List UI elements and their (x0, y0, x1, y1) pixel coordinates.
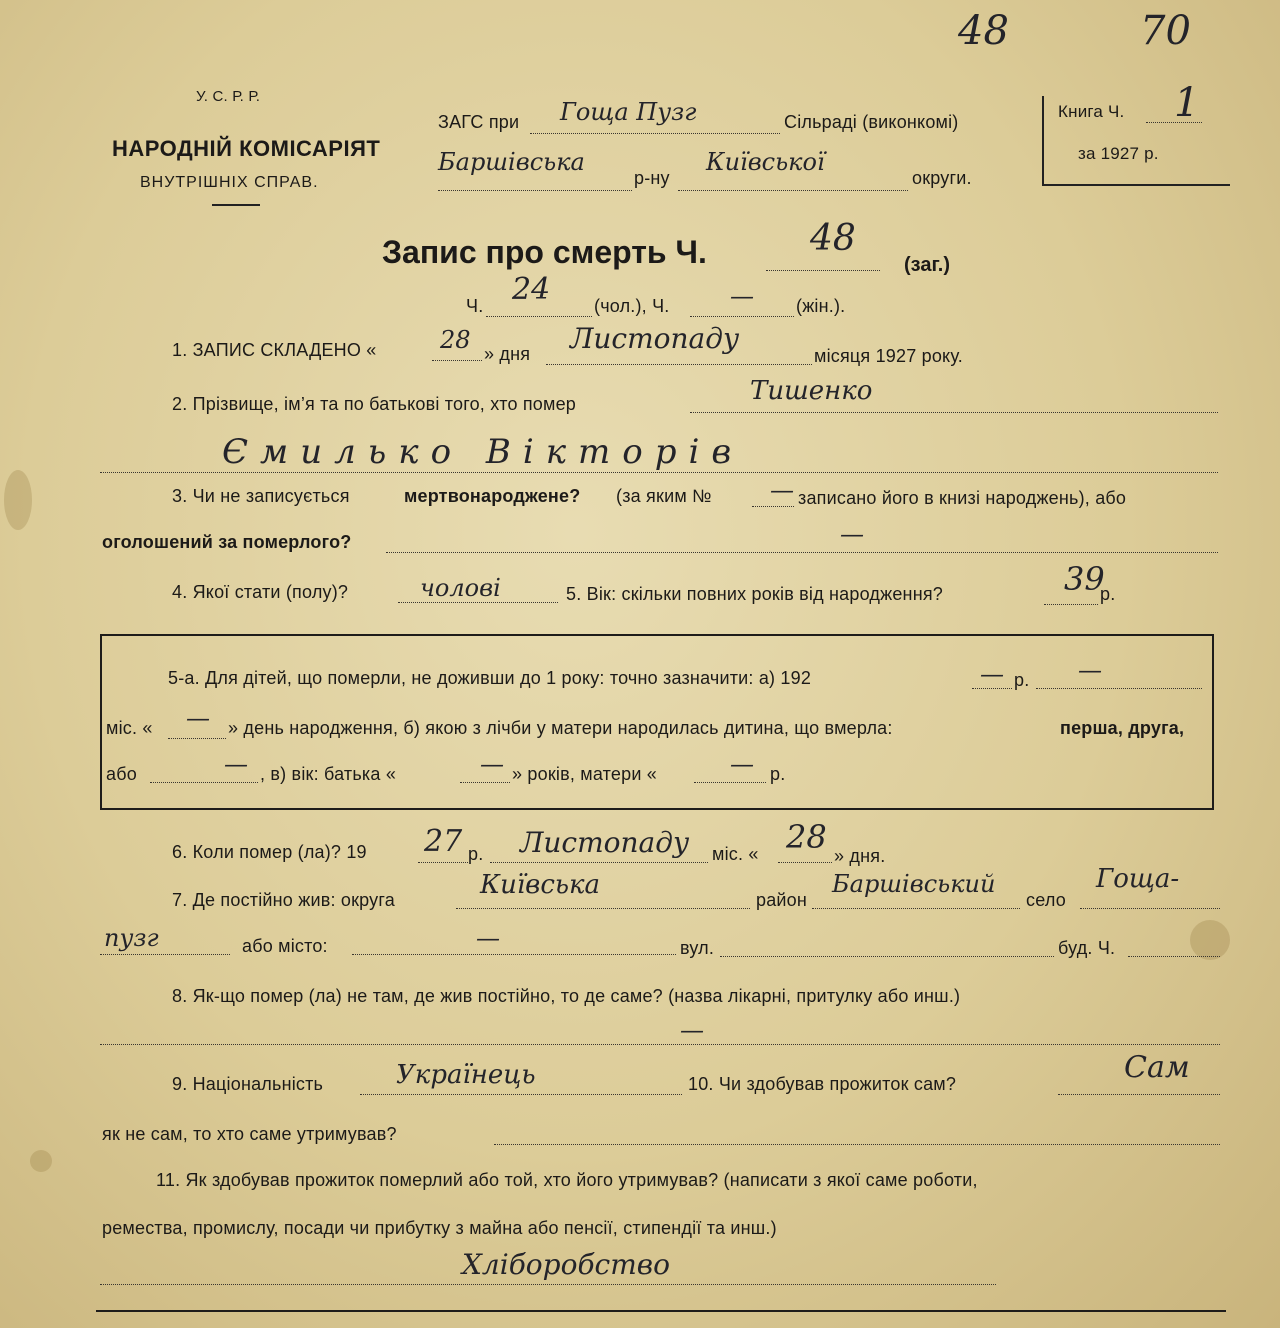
q9-label: 9. Національність (172, 1074, 324, 1094)
q2-surname-value: Тишенко (750, 376, 873, 406)
record-number-value: 48 (810, 218, 856, 259)
paper-stain (1190, 920, 1230, 960)
q8-label: 8. Як-що помер (ла) не там, де жив постійно, то де саме? (назва лікарні, притулку або инш.) (172, 986, 961, 1006)
q6-label: 6. Коли помер (ла)? 19 (172, 842, 367, 862)
q5a-line2-value: — (186, 704, 210, 732)
okruha-line (678, 190, 908, 191)
q5a-line1-dots (972, 688, 1012, 689)
q10-line2 (494, 1144, 1220, 1145)
q5-label: 5. Вік: скільки повних років від народження? (566, 584, 943, 604)
q5a-father-dots (460, 782, 510, 783)
q3-line1-d: записано його в книзі народжень), або (798, 488, 1127, 508)
female-count-line (690, 316, 794, 317)
q11-value: Хліборобство (462, 1248, 670, 1281)
q5a-line3-dots (150, 782, 258, 783)
q6-year-value: 27 (424, 824, 463, 859)
zags-village-line (530, 133, 780, 134)
record-title: Запис про смерть Ч. (382, 234, 707, 270)
q5-unit: р. (1100, 584, 1116, 604)
q5a-line1-dots2 (1036, 688, 1202, 689)
q4-label: 4. Якої стати (полу)? (172, 582, 349, 602)
district-line (438, 190, 632, 191)
q4-value: чолові (420, 574, 501, 602)
q1-day-label: » дня (484, 344, 531, 364)
q7-selo-line2 (100, 954, 230, 955)
zags-prefix: ЗАГС при (438, 112, 520, 132)
q7-selo-label: село (1026, 890, 1066, 910)
q3-line1-b: мертвонароджене? (404, 486, 581, 506)
q5a-mother-value: — (730, 750, 754, 778)
q5a-line3-a: або (106, 764, 137, 784)
q3-line2-a: оголошений за померлого? (102, 532, 352, 552)
q3-line2-line (386, 552, 1218, 553)
q6-dnya: » дня. (834, 846, 886, 866)
zags-suffix: Сільраді (виконкомі) (784, 112, 959, 132)
q10-value: Сам (1124, 1050, 1190, 1085)
q4-line (398, 602, 558, 603)
q3-line1-c: (за яким № (616, 486, 712, 506)
q5a-line3-b: , в) вік: батька « (260, 764, 397, 784)
q2-label: 2. Прізвище, ім’я та по батькові того, хто помер (172, 394, 577, 414)
q5-value: 39 (1064, 560, 1105, 598)
q5a-line2-bold: перша, друга, (1060, 718, 1185, 738)
paper-stain (30, 1150, 52, 1172)
q10-label: 10. Чи здобував прожиток сам? (688, 1074, 957, 1094)
book-year: за 1927 р. (1078, 144, 1159, 163)
record-title-suffix: (заг.) (904, 254, 951, 276)
q6-mis: міс. « (712, 844, 759, 864)
q7-bud-line (1128, 956, 1220, 957)
q6-month-line (490, 862, 708, 863)
commissariat-subtitle: ВНУТРІШНІХ СПРАВ. (140, 174, 319, 191)
q9-value: Українець (396, 1060, 536, 1090)
q7-okruha-value: Київська (480, 870, 601, 900)
q7-misto-line (352, 954, 676, 955)
q8-line (100, 1044, 1220, 1045)
q5a-mother-dots (694, 782, 766, 783)
q2-name-line (100, 472, 1218, 473)
q7-misto-value: — (476, 924, 500, 952)
q2-surname-line (690, 412, 1218, 413)
okruha-label: округи. (912, 168, 972, 188)
q1-rest: місяця 1927 року. (814, 346, 963, 366)
q6-r: р. (468, 844, 484, 864)
q9-line (360, 1094, 682, 1095)
district-label: р-ну (634, 168, 670, 188)
republic-label: У. С. Р. Р. (196, 88, 261, 105)
q11-line (100, 1284, 996, 1285)
q7-label: 7. Де постійно жив: округа (172, 890, 395, 910)
q5a-line3-value: — (224, 750, 248, 778)
female-count-label: (жін.). (796, 296, 846, 316)
q6-day-value: 28 (786, 818, 827, 856)
q7-okruha-line (456, 908, 750, 909)
corner-number-left: 48 (958, 8, 1009, 54)
q5a-line3-c: » років, матери « (512, 764, 657, 784)
q7-raion-label: район (756, 890, 808, 910)
q2-name-value: Ємилько Вікторів (222, 432, 744, 472)
q7-vul-label: вул. (680, 938, 715, 958)
zags-village-value: Гоща Пузг (560, 98, 697, 126)
q5a-line1: 5-а. Для дітей, що померли, не доживши до 1 року: точно зазначити: а) 192 (168, 668, 812, 688)
q5a-line2-a: міс. « (106, 718, 153, 738)
corner-number-right: 70 (1140, 8, 1191, 54)
q7-misto-label: або місто: (242, 936, 328, 956)
q8-value: — (680, 1016, 704, 1044)
paper-stain (4, 470, 32, 530)
q1-day-line (432, 360, 482, 361)
q11-line1: 11. Як здобував прожиток померлий або той, хто його утримував? (написати з якої саме роботи, (156, 1170, 978, 1190)
male-count-line (486, 316, 592, 317)
q6-month-value: Листопаду (520, 826, 690, 859)
bottom-rule (96, 1310, 1226, 1312)
q3-num-value: — (770, 476, 794, 504)
q5a-line3-d: р. (770, 764, 786, 784)
q7-raion-value: Баршівський (832, 870, 996, 898)
q5a-line1-r: р. (1014, 670, 1030, 690)
book-label: Книга Ч. (1058, 102, 1125, 121)
q7-raion-line (812, 908, 1020, 909)
q5a-line1-value: — (980, 660, 1004, 688)
record-number-line (766, 270, 880, 271)
commissariat-title: НАРОДНІЙ КОМІСАРІЯТ (112, 136, 381, 161)
q1-label: 1. ЗАПИС СКЛАДЕНО « (172, 340, 377, 360)
q1-month-value: Листопаду (570, 322, 740, 355)
male-count-value: 24 (512, 272, 551, 307)
q7-selo-line (1080, 908, 1220, 909)
q10-line2-label: як не сам, то хто саме утримував? (102, 1124, 397, 1144)
q3-line1-a: 3. Чи не записується (172, 486, 350, 506)
q6-day-line (778, 862, 832, 863)
q6-year-line (418, 862, 468, 863)
q7-vul-line (720, 956, 1054, 957)
q3-line2-value: — (840, 520, 864, 548)
q11-line2: ремества, промислу, посади чи прибутку з майна або пенсії, стипендії та инш.) (102, 1218, 777, 1238)
q5-line (1044, 604, 1098, 605)
q7-bud-label: буд. Ч. (1058, 938, 1116, 958)
q7-selo-value: Гоща- (1096, 864, 1180, 894)
female-count-value: — (730, 282, 754, 310)
okruha-value: Київської (706, 148, 825, 176)
district-value: Баршівська (438, 148, 585, 176)
q1-month-line (546, 364, 812, 365)
q7-selo-value-cont: пузг (104, 924, 159, 952)
q5a-line2-b: » день народження, б) якою з лічби у матери народилась дитина, що вмерла: (228, 718, 893, 738)
q5a-father-value: — (480, 750, 504, 778)
q5a-line2-dots (168, 738, 226, 739)
q1-day-value: 28 (440, 326, 471, 354)
q3-num-line (752, 506, 794, 507)
male-count-prefix: Ч. (466, 296, 484, 316)
book-number-value: 1 (1174, 80, 1200, 126)
q10-line (1058, 1094, 1220, 1095)
male-count-label: (чол.), Ч. (594, 296, 670, 316)
q5a-line1-value2: — (1078, 656, 1102, 684)
header-divider (212, 204, 260, 206)
